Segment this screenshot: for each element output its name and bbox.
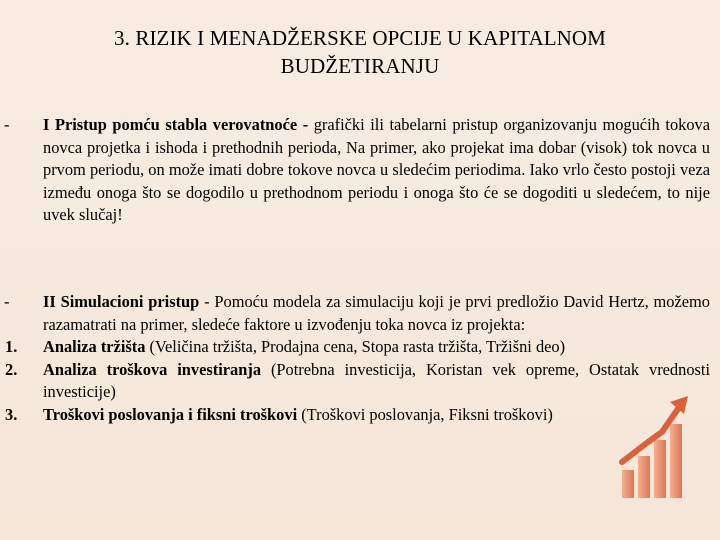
numbered-item-3: [0, 404, 720, 427]
section-simulation-approach: [0, 291, 720, 427]
section-heading: II Simulacioni pristup: [43, 292, 200, 311]
list-item: [0, 114, 720, 227]
title-line-2: BUDŽETIRANJU: [280, 54, 440, 78]
item-body: (Troškovi poslovanja, Fiksni troškovi): [297, 404, 553, 424]
section-heading: I Pristup pomću stabla verovatnoće -: [43, 115, 309, 134]
dash-marker: -: [4, 292, 10, 311]
slide-title: [30, 24, 690, 80]
number-marker: 3.: [5, 404, 18, 424]
item-heading: Analiza tržišta: [43, 337, 146, 357]
section-body: grafički ili tabelarni pristup organizovanju mogućih tokova novca projetka i ishoda i prethodnih perioda, Na primer, ako projekat ima dobar (visok) tok novca u prvom periodu, on može imati dobre tokove novca u sledećim periodima. Iako vrlo često postoji veza između onoga što se dogodilo u prethodnom periodu i onoga što će se dogoditi u sledećem, to nije uvek slučaj!: [43, 115, 710, 225]
numbered-item-1: [0, 336, 720, 359]
list-item: [0, 291, 720, 336]
section-body: - Pomoću modela za simulaciju koji je prvi predložio David Hertz, možemo razamatrati na primer, sledeće faktore u izvođenju toka novca iz projekta:: [43, 292, 710, 334]
item-body: (Veličina tržišta, Prodajna cena, Stopa rasta tržišta, Tržišni deo): [145, 337, 566, 357]
item-heading: Analiza troškova investiranja: [43, 359, 262, 379]
title-line-1: 3. RIZIK I MENADŽERSKE OPCIJE U KAPITALNOM: [114, 26, 606, 50]
number-marker: 1.: [5, 337, 18, 357]
item-heading: Troškovi poslovanja i fiksni troškovi: [43, 404, 298, 424]
number-marker: 2.: [5, 359, 18, 379]
numbered-item-2: [0, 359, 720, 404]
item-body: (Potrebna investicija, Koristan vek opreme, Ostatak vrednosti investicije): [43, 359, 710, 402]
dash-marker: -: [4, 115, 10, 134]
section-tree-approach: [0, 114, 720, 227]
